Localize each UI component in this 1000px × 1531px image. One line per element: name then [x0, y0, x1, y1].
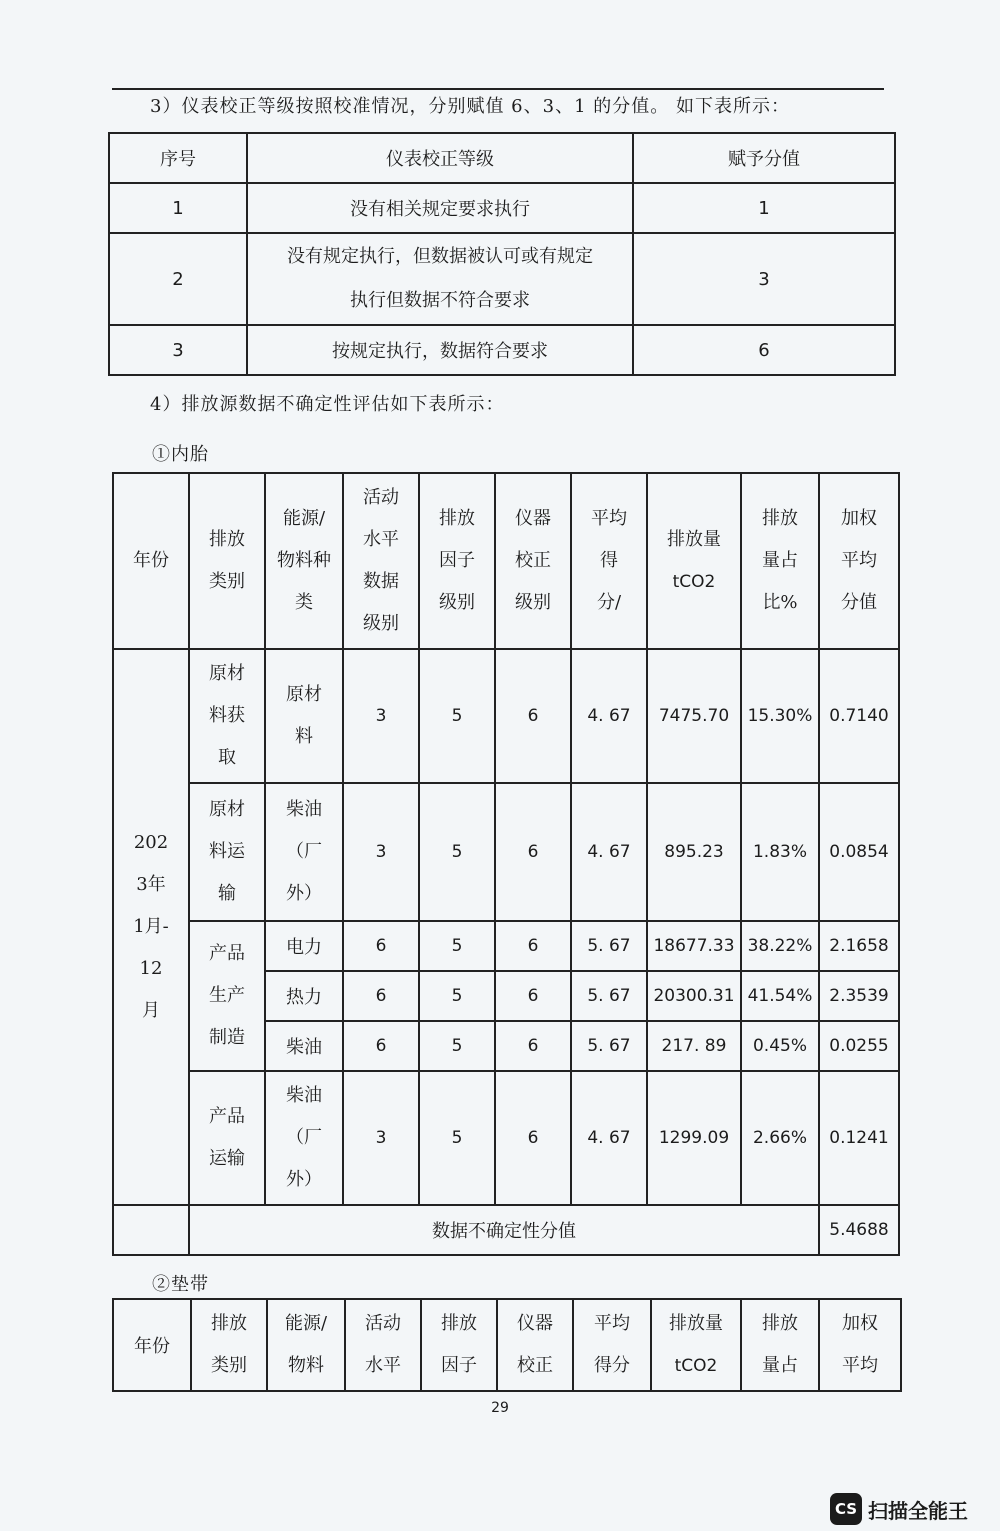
factor-cell: 5 — [419, 783, 495, 921]
calib-cell: 6 — [495, 1071, 571, 1205]
factor-cell: 5 — [419, 921, 495, 971]
header-score: 赋予分值 — [633, 133, 895, 183]
avg-cell: 5. 67 — [571, 971, 647, 1021]
table-header-row — [113, 1299, 901, 1391]
energy-cell: 柴油（厂外） — [265, 783, 343, 921]
emission-cell: 18677.33 — [647, 921, 741, 971]
row-level: 按规定执行，数据符合要求 — [247, 325, 633, 375]
calib-cell: 6 — [495, 971, 571, 1021]
section3-intro: 3）仪表校正等级按照校准情况，分别赋值 6、3、1 的分值。 如下表所示： — [150, 96, 790, 117]
row-score: 6 — [633, 325, 895, 375]
header-year: 年份 — [113, 1299, 191, 1391]
factor-cell: 5 — [419, 971, 495, 1021]
header-energy: 能源/物料种类 — [265, 473, 343, 649]
total-label: 数据不确定性分值 — [189, 1205, 819, 1255]
emission-cell: 895.23 — [647, 783, 741, 921]
emission-cell: 20300.31 — [647, 971, 741, 1021]
table-row — [113, 1071, 899, 1205]
activity-cell: 3 — [343, 1071, 419, 1205]
header-serial: 序号 — [109, 133, 247, 183]
calib-cell: 6 — [495, 921, 571, 971]
scanner-badge — [830, 1492, 968, 1526]
table-header-row — [113, 473, 899, 649]
activity-cell: 3 — [343, 649, 419, 783]
header-weighted: 加权平均 — [819, 1299, 901, 1391]
header-emission: 排放量 tCO2 — [651, 1299, 741, 1391]
table-row — [109, 233, 895, 325]
factor-cell: 5 — [419, 1071, 495, 1205]
energy-cell: 电力 — [265, 921, 343, 971]
avg-cell: 4. 67 — [571, 783, 647, 921]
weighted-cell: 0.0255 — [819, 1021, 899, 1071]
row-serial: 1 — [109, 183, 247, 233]
section4-intro: 4）排放源数据不确定性评估如下表所示： — [150, 394, 505, 415]
header-activity: 活动水平数据级别 — [343, 473, 419, 649]
table-row — [113, 649, 899, 783]
row-score: 1 — [633, 183, 895, 233]
header-share: 排放量占 — [741, 1299, 819, 1391]
avg-cell: 4. 67 — [571, 649, 647, 783]
subsection-inner-tube: ①内胎 — [152, 444, 209, 465]
header-year: 年份 — [113, 473, 189, 649]
camscanner-logo-icon: CS — [830, 1493, 862, 1525]
table-row — [113, 783, 899, 921]
row-serial: 3 — [109, 325, 247, 375]
weighted-cell: 0.1241 — [819, 1071, 899, 1205]
weighted-cell: 0.7140 — [819, 649, 899, 783]
row-level: 没有相关规定要求执行 — [247, 183, 633, 233]
share-cell: 38.22% — [741, 921, 819, 971]
category-cell: 产品运输 — [189, 1071, 265, 1205]
avg-cell: 5. 67 — [571, 921, 647, 971]
calibration-level-table — [108, 132, 896, 376]
table-row — [109, 325, 895, 375]
header-share: 排放量占比% — [741, 473, 819, 649]
share-cell: 0.45% — [741, 1021, 819, 1071]
row-level-line1: 没有规定执行，但数据被认可或有规定 — [287, 246, 593, 267]
row-level-line2: 执行但数据不符合要求 — [350, 290, 530, 311]
calib-cell: 6 — [495, 1021, 571, 1071]
total-year-spacer — [113, 1205, 189, 1255]
avg-cell: 4. 67 — [571, 1071, 647, 1205]
row-serial: 2 — [109, 233, 247, 325]
factor-cell: 5 — [419, 1021, 495, 1071]
emission-cell: 7475.70 — [647, 649, 741, 783]
total-row — [113, 1205, 899, 1255]
share-cell: 41.54% — [741, 971, 819, 1021]
header-rule — [112, 88, 884, 90]
scanner-badge-text: 扫描全能王 — [868, 1498, 968, 1523]
share-cell: 2.66% — [741, 1071, 819, 1205]
share-cell: 15.30% — [741, 649, 819, 783]
header-category: 排放类别 — [191, 1299, 267, 1391]
header-level: 仪表校正等级 — [247, 133, 633, 183]
row-level — [247, 233, 633, 325]
row-score: 3 — [633, 233, 895, 325]
table-header-row — [109, 133, 895, 183]
table-row — [113, 921, 899, 971]
total-value: 5.4688 — [819, 1205, 899, 1255]
header-calib: 仪器校正级别 — [495, 473, 571, 649]
activity-cell: 6 — [343, 1021, 419, 1071]
activity-cell: 6 — [343, 921, 419, 971]
factor-cell: 5 — [419, 649, 495, 783]
weighted-cell: 0.0854 — [819, 783, 899, 921]
energy-cell: 原材料 — [265, 649, 343, 783]
weighted-cell: 2.3539 — [819, 971, 899, 1021]
calib-cell: 6 — [495, 783, 571, 921]
header-avg: 平均得分 — [573, 1299, 651, 1391]
calib-cell: 6 — [495, 649, 571, 783]
category-cell: 原材料运输 — [189, 783, 265, 921]
category-cell: 产品生产制造 — [189, 921, 265, 1071]
emission-cell: 1299.09 — [647, 1071, 741, 1205]
header-factor: 排放因子 — [421, 1299, 497, 1391]
energy-cell: 柴油 — [265, 1021, 343, 1071]
flap-uncertainty-table — [112, 1298, 902, 1392]
activity-cell: 3 — [343, 783, 419, 921]
emission-cell: 217. 89 — [647, 1021, 741, 1071]
table-row — [109, 183, 895, 233]
header-avg: 平均得分/ — [571, 473, 647, 649]
energy-cell: 柴油（厂外） — [265, 1071, 343, 1205]
page-number: 29 — [491, 1400, 509, 1416]
activity-cell: 6 — [343, 971, 419, 1021]
header-activity: 活动水平 — [345, 1299, 421, 1391]
avg-cell: 5. 67 — [571, 1021, 647, 1071]
header-emission: 排放量 tCO2 — [647, 473, 741, 649]
header-calib: 仪器校正 — [497, 1299, 573, 1391]
year-cell: 2023年1月-12月 — [113, 649, 189, 1205]
energy-cell: 热力 — [265, 971, 343, 1021]
share-cell: 1.83% — [741, 783, 819, 921]
header-factor: 排放因子级别 — [419, 473, 495, 649]
category-cell: 原材料获取 — [189, 649, 265, 783]
inner-tube-uncertainty-table — [112, 472, 900, 1256]
header-weighted: 加权平均分值 — [819, 473, 899, 649]
header-energy: 能源/物料 — [267, 1299, 345, 1391]
weighted-cell: 2.1658 — [819, 921, 899, 971]
subsection-flap: ②垫带 — [152, 1274, 209, 1295]
header-category: 排放类别 — [189, 473, 265, 649]
